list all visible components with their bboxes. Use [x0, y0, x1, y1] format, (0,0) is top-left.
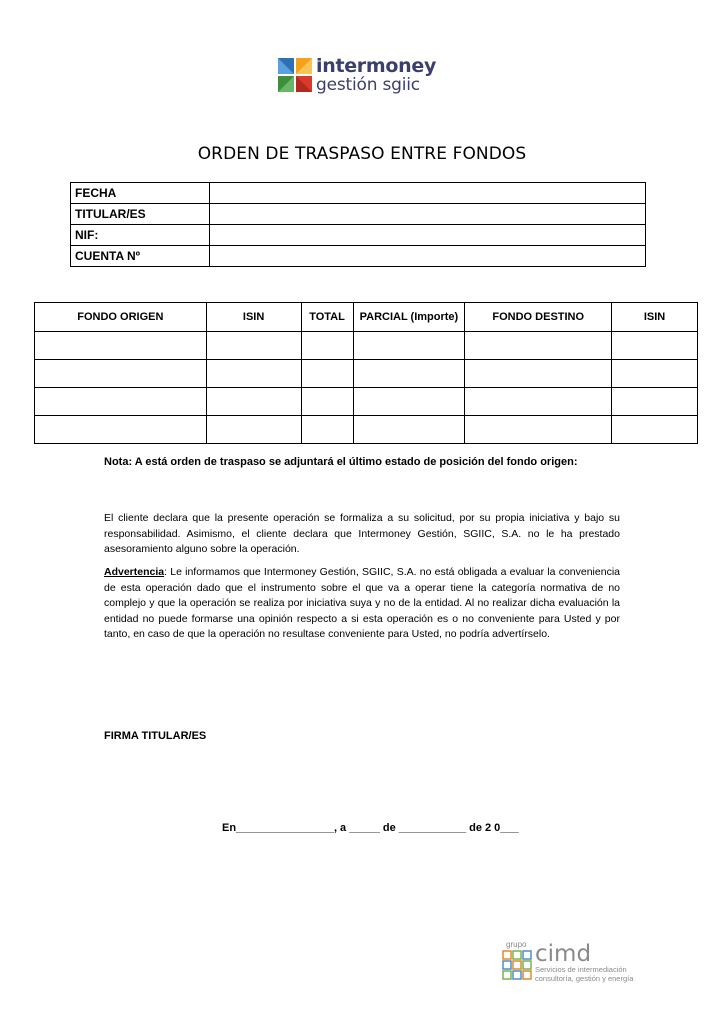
- client-row-cuenta: [71, 246, 646, 267]
- warning-label: Advertencia: [104, 566, 165, 578]
- total-cell[interactable]: [301, 416, 353, 444]
- parcial-cell[interactable]: [353, 416, 465, 444]
- funds-transfer-table: [34, 302, 698, 444]
- logo-brand-subtitle: gestión sgiic: [316, 75, 420, 95]
- client-row-fecha: [71, 183, 646, 204]
- client-declaration: El cliente declara que la presente operación se formaliza a su solicitud, por su propia iniciativa y bajo su responsabilidad. Asimismo, el cliente declara que Intermoney Gestión, SGIIC, S.A. no le ha prestado asesoramiento alguno sobre la operación.: [104, 512, 620, 555]
- fondo-origen-cell[interactable]: [35, 416, 207, 444]
- header-parcial: PARCIAL (Importe): [353, 303, 465, 332]
- fondo-destino-cell[interactable]: [465, 332, 612, 360]
- isin-destino-cell[interactable]: [612, 388, 698, 416]
- isin-destino-cell[interactable]: [612, 360, 698, 388]
- table-row: [35, 360, 698, 388]
- header-fondo-destino: FONDO DESTINO: [465, 303, 612, 332]
- total-cell[interactable]: [301, 388, 353, 416]
- isin-destino-cell[interactable]: [612, 332, 698, 360]
- intermoney-logo-icon: [278, 58, 312, 92]
- fecha-label: FECHA: [71, 183, 210, 204]
- cuenta-label: CUENTA Nº: [71, 246, 210, 267]
- place-date-line: En________________, a _____ de ___________ de 2 0___: [222, 822, 519, 834]
- funds-table-header: [35, 303, 698, 332]
- cuenta-field[interactable]: [210, 246, 646, 267]
- table-row: [35, 416, 698, 444]
- fondo-destino-cell[interactable]: [465, 360, 612, 388]
- isin-origen-cell[interactable]: [206, 388, 301, 416]
- client-row-nif: [71, 225, 646, 246]
- signature-label: FIRMA TITULAR/ES: [104, 730, 207, 742]
- nif-field[interactable]: [210, 225, 646, 246]
- client-info-table: [70, 182, 646, 267]
- nif-label: NIF:: [71, 225, 210, 246]
- warning-paragraph: [104, 565, 620, 643]
- total-cell[interactable]: [301, 332, 353, 360]
- header-isin-destino: ISIN: [612, 303, 698, 332]
- header-total: TOTAL: [301, 303, 353, 332]
- cimd-grid-icon: [502, 950, 532, 980]
- isin-origen-cell[interactable]: [206, 332, 301, 360]
- fecha-field[interactable]: [210, 183, 646, 204]
- cimd-subtitle-line1: Servicios de intermediación: [535, 965, 627, 974]
- isin-origen-cell[interactable]: [206, 360, 301, 388]
- attachment-note: Nota: A está orden de traspaso se adjuntará el último estado de posición del fondo origen:: [104, 456, 578, 468]
- parcial-cell[interactable]: [353, 388, 465, 416]
- cimd-grupo-text: grupo: [506, 940, 527, 949]
- client-row-titular: [71, 204, 646, 225]
- parcial-cell[interactable]: [353, 332, 465, 360]
- cimd-logo: [502, 940, 632, 986]
- cimd-subtitle-line2: consultoría, gestión y energía: [535, 974, 634, 983]
- titular-field[interactable]: [210, 204, 646, 225]
- cimd-name: cimd: [535, 941, 592, 967]
- titular-label: TITULAR/ES: [71, 204, 210, 225]
- header-isin-origen: ISIN: [206, 303, 301, 332]
- page-title: ORDEN DE TRASPASO ENTRE FONDOS: [197, 144, 527, 164]
- table-row: [35, 388, 698, 416]
- warning-text: : Le informamos que Intermoney Gestión, SGIIC, S.A. no está obligada a evaluar la conveniencia de esta operación dado que el instrumento sobre el que va a operar tiene la categoría normativa de no complejo y que la operación se realiza por iniciativa suya y no de la entidad. Al no realizar dicha evaluación la entidad no puede formarse una opinión respecto a si esta operación es o no conveniente para Usted y por tanto, en caso de que la operación no resultase conveniente para Usted, no podría advertírselo.: [104, 566, 620, 640]
- parcial-cell[interactable]: [353, 360, 465, 388]
- fondo-origen-cell[interactable]: [35, 332, 207, 360]
- cimd-subtitle: [535, 965, 633, 983]
- isin-origen-cell[interactable]: [206, 416, 301, 444]
- logo-brand-name: intermoney: [316, 55, 437, 77]
- fondo-origen-cell[interactable]: [35, 360, 207, 388]
- header-fondo-origen: FONDO ORIGEN: [35, 303, 207, 332]
- fondo-origen-cell[interactable]: [35, 388, 207, 416]
- isin-destino-cell[interactable]: [612, 416, 698, 444]
- fondo-destino-cell[interactable]: [465, 416, 612, 444]
- table-row: [35, 332, 698, 360]
- fondo-destino-cell[interactable]: [465, 388, 612, 416]
- total-cell[interactable]: [301, 360, 353, 388]
